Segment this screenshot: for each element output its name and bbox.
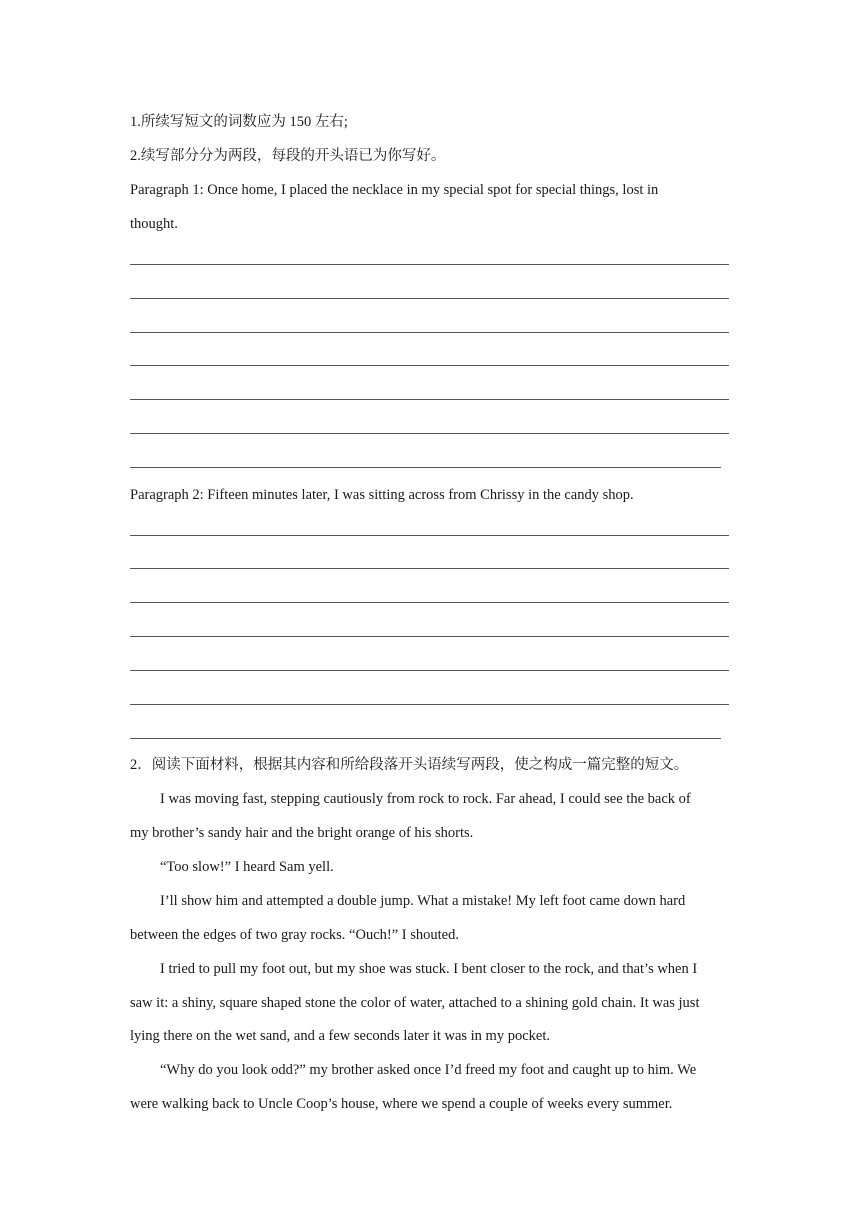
writing-line[interactable]: [130, 670, 729, 671]
writing-line[interactable]: [130, 399, 729, 400]
writing-line[interactable]: [130, 298, 729, 299]
requirement-word-count: 1.所续写短文的词数应为 150 左右;: [130, 114, 348, 130]
story-line: my brother’s sandy hair and the bright orange of his shorts.: [130, 825, 474, 841]
story-line: “Why do you look odd?” my brother asked once I’d freed my foot and caught up to him. We: [160, 1062, 697, 1078]
story-line: “Too slow!” I heard Sam yell.: [160, 859, 334, 875]
story-line: between the edges of two gray rocks. “Ouch!” I shouted.: [130, 927, 459, 943]
writing-line[interactable]: [130, 535, 729, 536]
writing-line[interactable]: [130, 738, 721, 739]
writing-line[interactable]: [130, 365, 729, 366]
writing-line[interactable]: [130, 568, 729, 569]
paragraph1-prompt-continued: thought.: [130, 216, 178, 232]
requirement-two-paragraphs: 2.续写部分分为两段，每段的开头语已为你写好。: [130, 148, 446, 164]
story-line: I was moving fast, stepping cautiously from rock to rock. Far ahead, I could see the back of: [160, 791, 691, 807]
writing-line[interactable]: [130, 636, 729, 637]
writing-line[interactable]: [130, 704, 729, 705]
writing-line[interactable]: [130, 433, 729, 434]
story-line: were walking back to Uncle Coop’s house, where we spend a couple of weeks every summer.: [130, 1096, 673, 1112]
story-line: I’ll show him and attempted a double jump. What a mistake! My left foot came down hard: [160, 893, 686, 909]
paragraph2-prompt: Paragraph 2: Fifteen minutes later, I was sitting across from Chrissy in the candy shop.: [130, 487, 634, 503]
story-line: lying there on the wet sand, and a few seconds later it was in my pocket.: [130, 1028, 550, 1044]
story-line: I tried to pull my foot out, but my shoe was stuck. I bent closer to the rock, and that’s when I: [160, 961, 698, 977]
writing-line[interactable]: [130, 332, 729, 333]
writing-line[interactable]: [130, 602, 729, 603]
question2-instruction: 2．阅读下面材料，根据其内容和所给段落开头语续写两段，使之构成一篇完整的短文。: [130, 757, 689, 773]
paragraph1-prompt: Paragraph 1: Once home, I placed the necklace in my special spot for special things, lost in: [130, 182, 659, 198]
writing-line[interactable]: [130, 467, 721, 468]
story-line: saw it: a shiny, square shaped stone the color of water, attached to a shining gold chain. It was just: [130, 995, 700, 1011]
writing-line[interactable]: [130, 264, 729, 265]
